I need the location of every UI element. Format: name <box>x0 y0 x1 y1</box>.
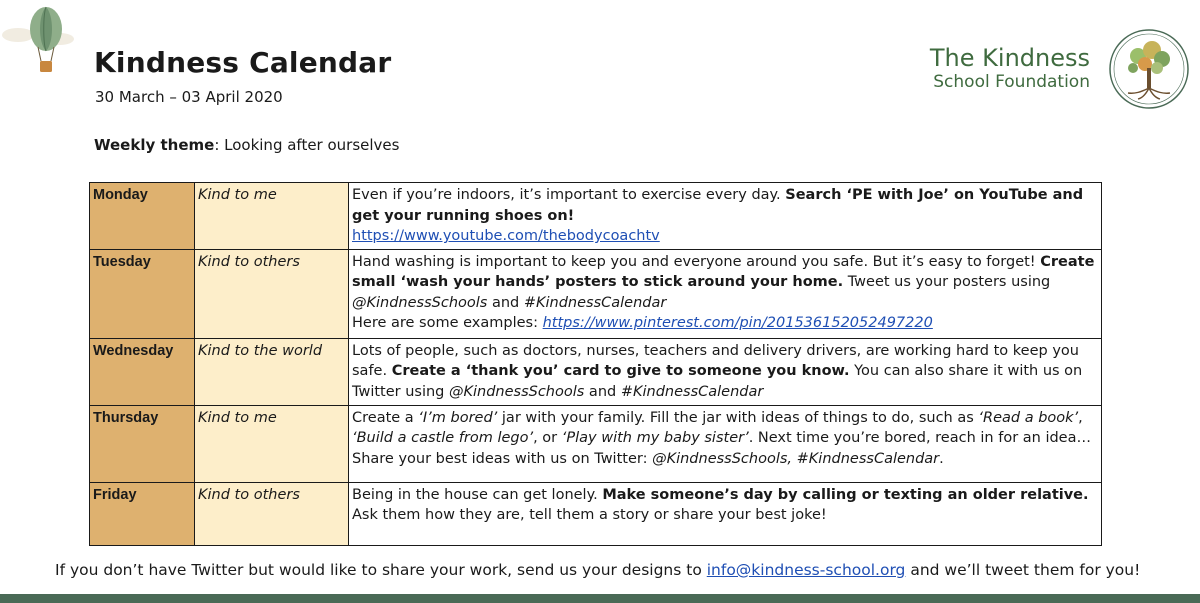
activity-emphasis: ‘Build a castle from lego’ <box>352 430 534 446</box>
footer-text-after: and we’ll tweet them for you! <box>905 561 1141 579</box>
activity-description-cell <box>349 482 1102 545</box>
activity-text: Being in the house can get lonely. <box>352 486 603 503</box>
activity-text: Here are some examples: <box>352 315 543 331</box>
activity-text: You can also share it with us on Twitter using <box>352 363 1083 400</box>
day-cell: Thursday <box>90 405 195 482</box>
activity-text: Share your best ideas with us on Twitter: <box>352 450 653 467</box>
activity-text: Create a <box>352 409 419 426</box>
foundation-logo-text <box>930 46 1090 91</box>
weekly-theme <box>94 136 399 154</box>
calendar-row <box>90 482 1102 545</box>
activity-text: Ask them how they are, tell them a story or share your best joke! <box>352 507 827 523</box>
activity-text: . Next time you’re bored, reach in for an idea… <box>748 430 1091 446</box>
logo-line-1: The Kindness <box>929 44 1090 72</box>
page-title: Kindness Calendar <box>94 46 392 79</box>
calendar-row <box>90 405 1102 482</box>
activity-highlight: Make someone’s day by calling or texting an older relative. <box>602 486 1089 503</box>
hot-air-balloon-icon <box>0 5 80 80</box>
resource-link[interactable]: https://www.pinterest.com/pin/201536152052497220 <box>542 315 933 331</box>
tree-emblem-icon <box>1108 28 1190 110</box>
kindness-type-cell: Kind to others <box>195 482 349 545</box>
activity-description-cell <box>349 338 1102 405</box>
activity-text: and <box>487 294 524 311</box>
activity-emphasis: #KindnessCalendar <box>620 383 764 400</box>
calendar-row <box>90 249 1102 338</box>
calendar-body <box>90 183 1102 546</box>
activity-emphasis: #KindnessCalendar <box>523 294 667 311</box>
activity-description-cell <box>349 183 1102 250</box>
date-range: 30 March – 03 April 2020 <box>95 88 283 106</box>
bottom-bar <box>0 594 1200 603</box>
activity-text: . <box>939 450 944 467</box>
activity-highlight: Create small ‘wash your hands’ posters to stick around your home. <box>352 253 1095 290</box>
calendar-row <box>90 338 1102 405</box>
kindness-type-cell: Kind to me <box>195 183 349 250</box>
activity-emphasis: ‘I’m bored’ <box>418 409 498 426</box>
activity-text: jar with your family. Fill the jar with ideas of things to do, such as <box>497 409 979 426</box>
day-cell: Friday <box>90 482 195 545</box>
logo-line-2: School Foundation <box>933 72 1090 92</box>
resource-link[interactable]: https://www.youtube.com/thebodycoachtv <box>352 228 660 244</box>
activity-text: , or <box>533 430 562 446</box>
activity-highlight: Create a ‘thank you’ card to give to someone you know. <box>391 363 850 379</box>
calendar-row <box>90 183 1102 250</box>
activity-text: Lots of people, such as doctors, nurses, teachers and delivery drivers, are working hard to keep you safe. <box>352 342 1079 379</box>
activity-description-cell <box>349 249 1102 338</box>
activity-text: , <box>1078 409 1083 426</box>
activity-text: Hand washing is important to keep you and everyone around you safe. But it’s easy to forget! <box>352 253 1041 270</box>
kindness-type-cell: Kind to others <box>195 249 349 338</box>
activity-highlight: Search ‘PE with Joe’ on YouTube and get your running shoes on! <box>352 187 1084 224</box>
footer-note <box>55 561 1140 579</box>
weekly-theme-value: : Looking after ourselves <box>214 136 400 154</box>
kindness-type-cell: Kind to me <box>195 405 349 482</box>
activity-text: and <box>584 383 621 400</box>
activity-emphasis: ‘Read a book’ <box>978 409 1079 426</box>
activity-text: Even if you’re indoors, it’s important to exercise every day. <box>352 187 786 203</box>
kindness-type-cell: Kind to the world <box>195 338 349 405</box>
weekly-theme-label: Weekly theme <box>94 136 215 154</box>
activity-emphasis: @KindnessSchools, #KindnessCalendar <box>652 450 940 467</box>
day-cell: Tuesday <box>90 249 195 338</box>
activity-text: Tweet us your posters using <box>843 274 1051 290</box>
day-cell: Wednesday <box>90 338 195 405</box>
activity-emphasis: @KindnessSchools <box>352 294 488 311</box>
activity-emphasis: ‘Play with my baby sister’ <box>561 430 749 446</box>
activity-description-cell <box>349 405 1102 482</box>
footer-email-link[interactable]: info@kindness-school.org <box>706 561 906 579</box>
footer-text-before: If you don’t have Twitter but would like to share your work, send us your designs to <box>55 561 707 579</box>
kindness-calendar-table <box>89 182 1102 546</box>
day-cell: Monday <box>90 183 195 250</box>
activity-emphasis: @KindnessSchools <box>448 383 585 400</box>
